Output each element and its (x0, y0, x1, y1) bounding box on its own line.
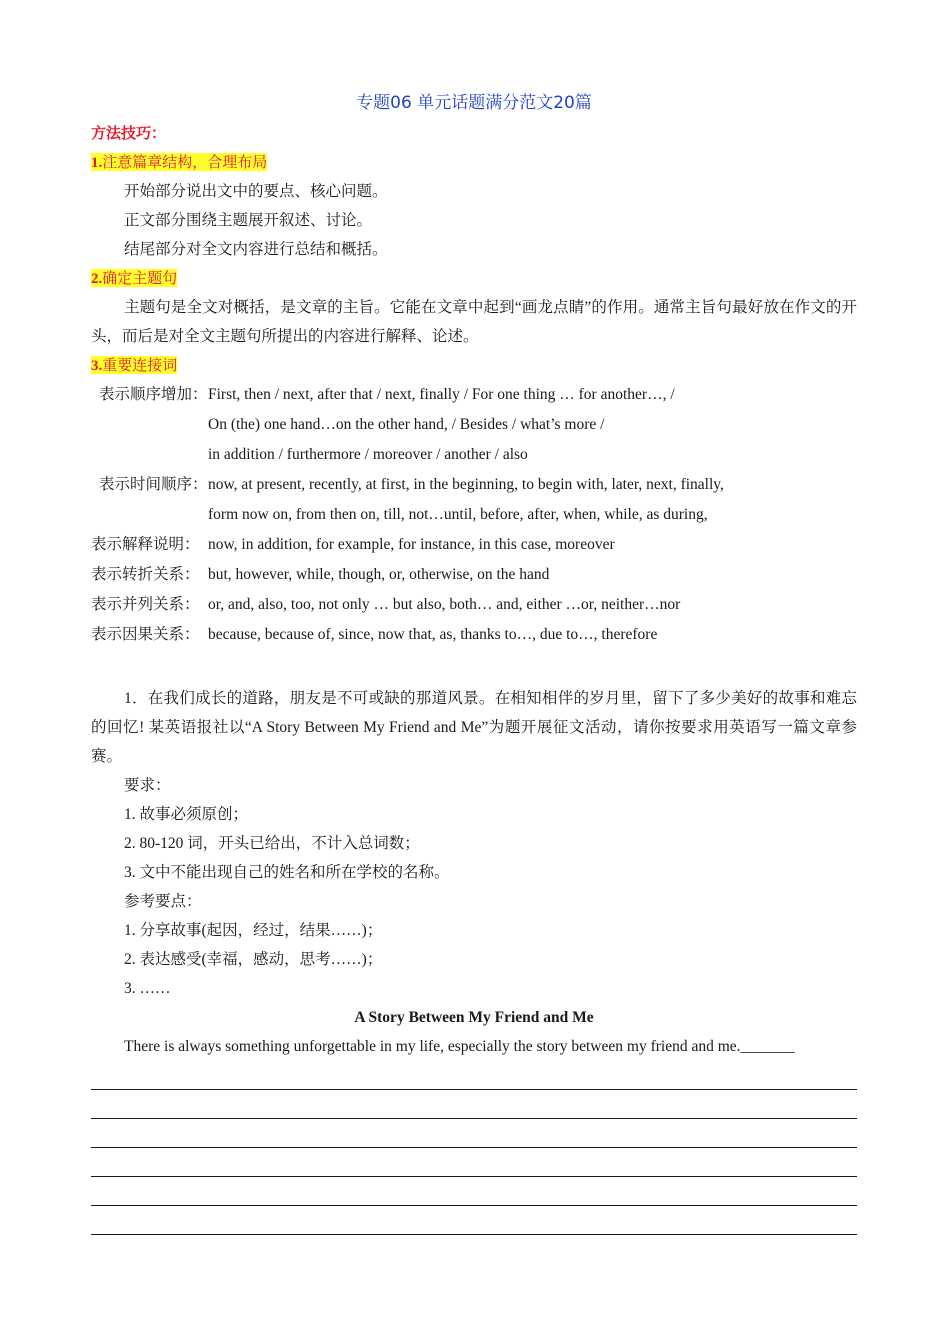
answer-blank-line[interactable] (91, 1119, 857, 1148)
tip-2-paragraph: 主题句是全文对概括，是文章的主旨。它能在文章中起到“画龙点睛”的作用。通常主旨句最好放在作文的开头，而后是对全文主题句所提出的内容进行解释、论述。 (91, 299, 857, 345)
connector-label: 表示时间顺序： (99, 476, 208, 493)
connector-row: On (the) one hand…on the other hand, / Besides / what’s more / (208, 416, 605, 433)
connector-row: 表示转折关系： but, however, while, though, or, otherwise, on the hand (91, 560, 857, 590)
answer-blank-line[interactable] (91, 1061, 857, 1090)
tip-3-heading: 3.重要连接词 (91, 356, 178, 374)
tip-1-line: 开始部分说出文中的要点、核心问题。 (124, 183, 388, 200)
task-prompt: 1．在我们成长的道路，朋友是不可或缺的那道风景。在相知相伴的岁月里，留下了多少美好的故事和难忘的回忆! 某英语报社以“A Story Between My Friend and Me”为题开展征文活动，请你按要求用英语写一篇文章参赛。 (91, 690, 857, 765)
answer-blank-line[interactable] (91, 1177, 857, 1206)
tip-1-heading: 1.注意篇章结构，合理布局 (91, 153, 268, 171)
points-label: 参考要点： (124, 893, 202, 910)
answer-blank-line[interactable] (91, 1206, 857, 1235)
requirement-item: 3. 文中不能出现自己的姓名和所在学校的名称。 (124, 864, 450, 881)
answer-blank-line[interactable] (91, 1148, 857, 1177)
connector-label: 表示并列关系： (91, 596, 200, 613)
page-title: 专题06 单元话题满分范文20篇 (356, 93, 592, 113)
tip-1-line: 正文部分围绕主题展开叙述、讨论。 (124, 212, 373, 229)
point-item: 3. …… (124, 980, 171, 997)
requirements-label: 要求： (124, 777, 171, 794)
tip-1-line: 结尾部分对全文内容进行总结和概括。 (124, 241, 388, 258)
connector-row: 表示时间顺序： now, at present, recently, at first, in the beginning, to begin with, later, next, finally, (91, 470, 857, 500)
essay-title: A Story Between My Friend and Me (354, 1009, 594, 1026)
connector-row: 表示因果关系： because, because of, since, now that, as, thanks to…, due to…, therefore (91, 620, 857, 650)
connector-row: 表示解释说明： now, in addition, for example, for instance, in this case, moreover (91, 530, 857, 560)
requirement-item: 2. 80-120 词，开头已给出，不计入总词数； (124, 835, 420, 852)
methods-heading: 方法技巧： (91, 124, 167, 142)
connector-label: 表示顺序增加： (99, 386, 208, 403)
connector-row: form now on, from then on, till, not…until, before, after, when, while, as during, (208, 506, 708, 523)
connector-row: 表示顺序增加： First, then / next, after that / next, finally / For one thing … for another…, / (91, 380, 857, 410)
answer-blank-line[interactable] (91, 1090, 857, 1119)
requirement-item: 1. 故事必须原创； (124, 806, 249, 823)
connector-row: 表示并列关系： or, and, also, too, not only … but also, both… and, either …or, neither…nor (91, 590, 857, 620)
point-item: 1. 分享故事(起因，经过，结果……)； (124, 922, 383, 939)
connector-row: in addition / furthermore / moreover / another / also (208, 446, 528, 463)
tip-2-heading: 2.确定主题句 (91, 269, 178, 287)
connector-label: 表示解释说明： (91, 536, 200, 553)
connector-label: 表示因果关系： (91, 626, 200, 643)
connector-label: 表示转折关系： (91, 566, 200, 583)
document-content (91, 89, 857, 1235)
essay-start: There is always something unforgettable in my life, especially the story between my friend and me._______ (124, 1038, 795, 1055)
point-item: 2. 表达感受(幸福，感动，思考……)； (124, 951, 383, 968)
